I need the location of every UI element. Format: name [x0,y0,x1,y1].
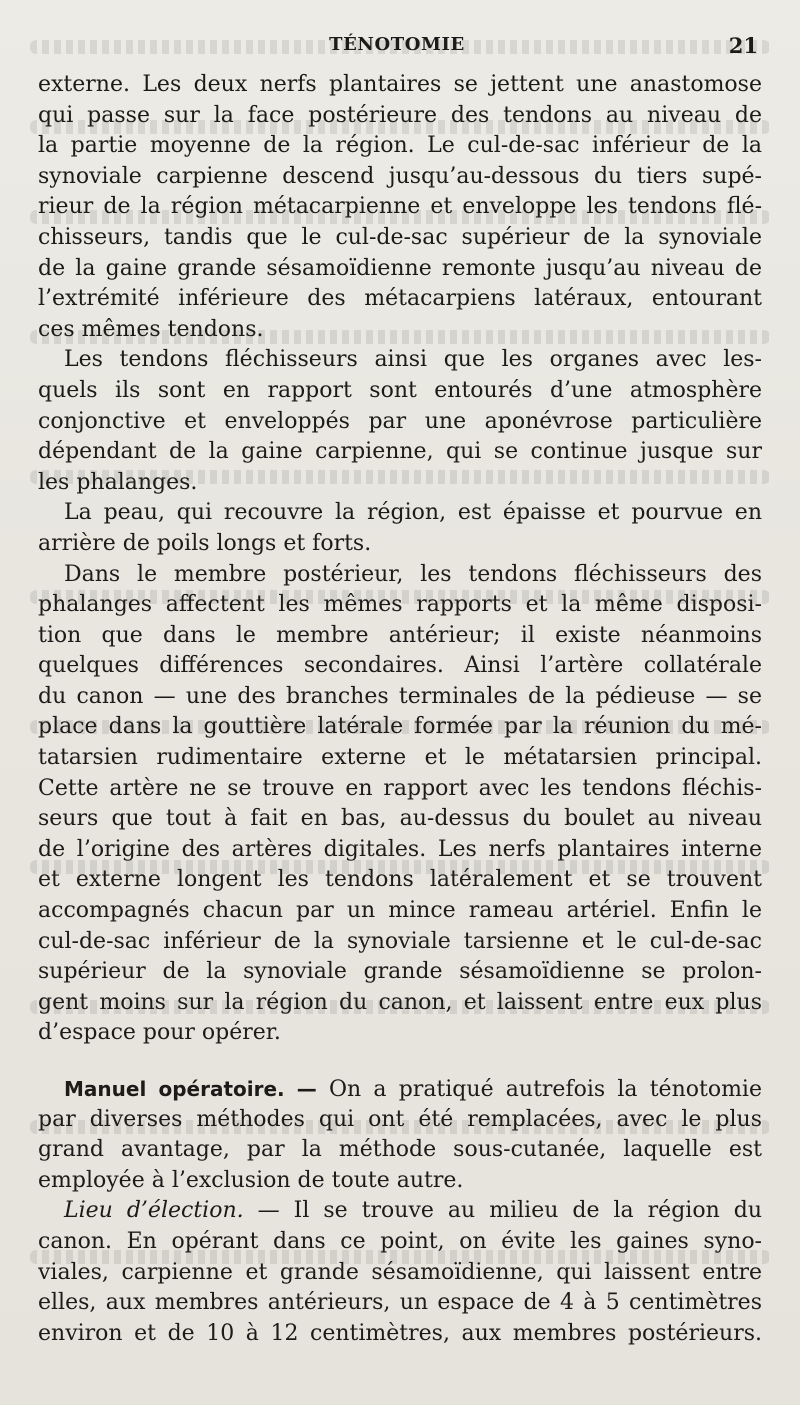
text-line: environ et de 10 à 12 centimètres, aux membres postérieurs. [38,1320,762,1346]
text-line: La peau, qui recouvre la région, est épaisse et pourvue en [64,500,762,526]
page-header [36,34,758,58]
text-line: externe. Les deux nerfs plantaires se jettent une anastomose [38,72,762,97]
text-line: ces mêmes tendons. [38,316,264,342]
text-line: tatarsien rudimentaire externe et le métatarsien principal. [38,745,762,771]
text-line: employée à l’exclusion de toute autre. [38,1167,464,1193]
text-line: l’extrémité inférieure des métacarpiens latéraux, entourant [38,286,762,312]
text-line: Cette artère ne se trouve en rapport avec les tendons fléchis- [38,775,762,801]
text-line: arrière de poils longs et forts. [38,530,372,556]
text-fragment: On a pratiqué autrefois la ténotomie [329,1077,762,1102]
text-line: de la gaine grande sésamoïdienne remonte jusqu’au niveau de [38,255,762,281]
body-text [38,70,762,1349]
text-line: grand avantage, par la méthode sous-cutanée, laquelle est [38,1137,762,1163]
text-line: quelques différences secondaires. Ainsi l’artère collatérale [38,653,762,679]
running-title: TÉNOTOMIE [329,34,465,55]
text-line: accompagnés chacun par un mince rameau artériel. Enfin le [38,898,762,924]
text-line: tion que dans le membre antérieur; il existe néanmoins [38,622,762,648]
text-line: gent moins sur la région du canon, et laissent entre eux plus [38,989,762,1015]
text-line: les phalanges. [38,469,198,495]
text-line: qui passe sur la face postérieure des tendons au niveau de [38,102,762,128]
text-line: supérieur de la synoviale grande sésamoïdienne se prolon- [38,959,762,985]
text-line: seurs que tout à fait en bas, au-dessus du boulet au niveau [38,806,762,832]
section-heading-manuel: Manuel opératoire. — [64,1077,317,1101]
text-line: elles, aux membres antérieurs, un espace de 4 à 5 centimètres [38,1290,762,1316]
text-line: la partie moyenne de la région. Le cul-de-sac inférieur de la [38,133,762,159]
text-line: quels ils sont en rapport sont entourés d’une atmosphère [38,377,762,403]
text-line: de l’origine des artères digitales. Les nerfs plantaires interne [38,836,762,862]
text-line: Les tendons fléchisseurs ainsi que les organes avec les- [64,347,762,373]
text-line: dépendant de la gaine carpienne, qui se continue jusque sur [38,439,762,465]
text-line: d’espace pour opérer. [38,1020,281,1046]
text-line: rieur de la région métacarpienne et enveloppe les tendons flé- [38,194,762,220]
text-line: conjonctive et enveloppés par une aponévrose particulière [38,408,762,434]
lieu-first-line [38,1196,762,1227]
text-fragment: Il se trouve au milieu de la région du [293,1198,762,1224]
manuel-first-line [38,1074,762,1105]
text-line: chisseurs, tandis que le cul-de-sac supérieur de la synoviale [38,224,762,250]
text-line: du canon — une des branches terminales de la pédieuse — se [38,683,762,709]
text-line: par diverses méthodes qui ont été remplacées, avec le plus [38,1106,762,1132]
text-line: canon. En opérant dans ce point, on évite les gaines syno- [38,1228,762,1254]
text-line: et externe longent les tendons latéralement et se trouvent [38,867,762,893]
section-gap [38,1049,762,1074]
text-line: phalanges affectent les mêmes rapports et la même disposi- [38,592,762,618]
text-line: place dans la gouttière latérale formée par la réunion du mé- [38,714,762,740]
text-line: Dans le membre postérieur, les tendons fléchisseurs des [64,561,762,587]
page-number: 21 [728,33,758,58]
text-line: cul-de-sac inférieur de la synoviale tarsienne et le cul-de-sac [38,928,762,954]
text-line: viales, carpienne et grande sésamoïdienne, qui laissent entre [38,1259,762,1285]
subsection-heading-lieu: Lieu d’élection. — [64,1198,280,1224]
text-line: synoviale carpienne descend jusqu’au-dessous du tiers supé- [38,163,762,189]
